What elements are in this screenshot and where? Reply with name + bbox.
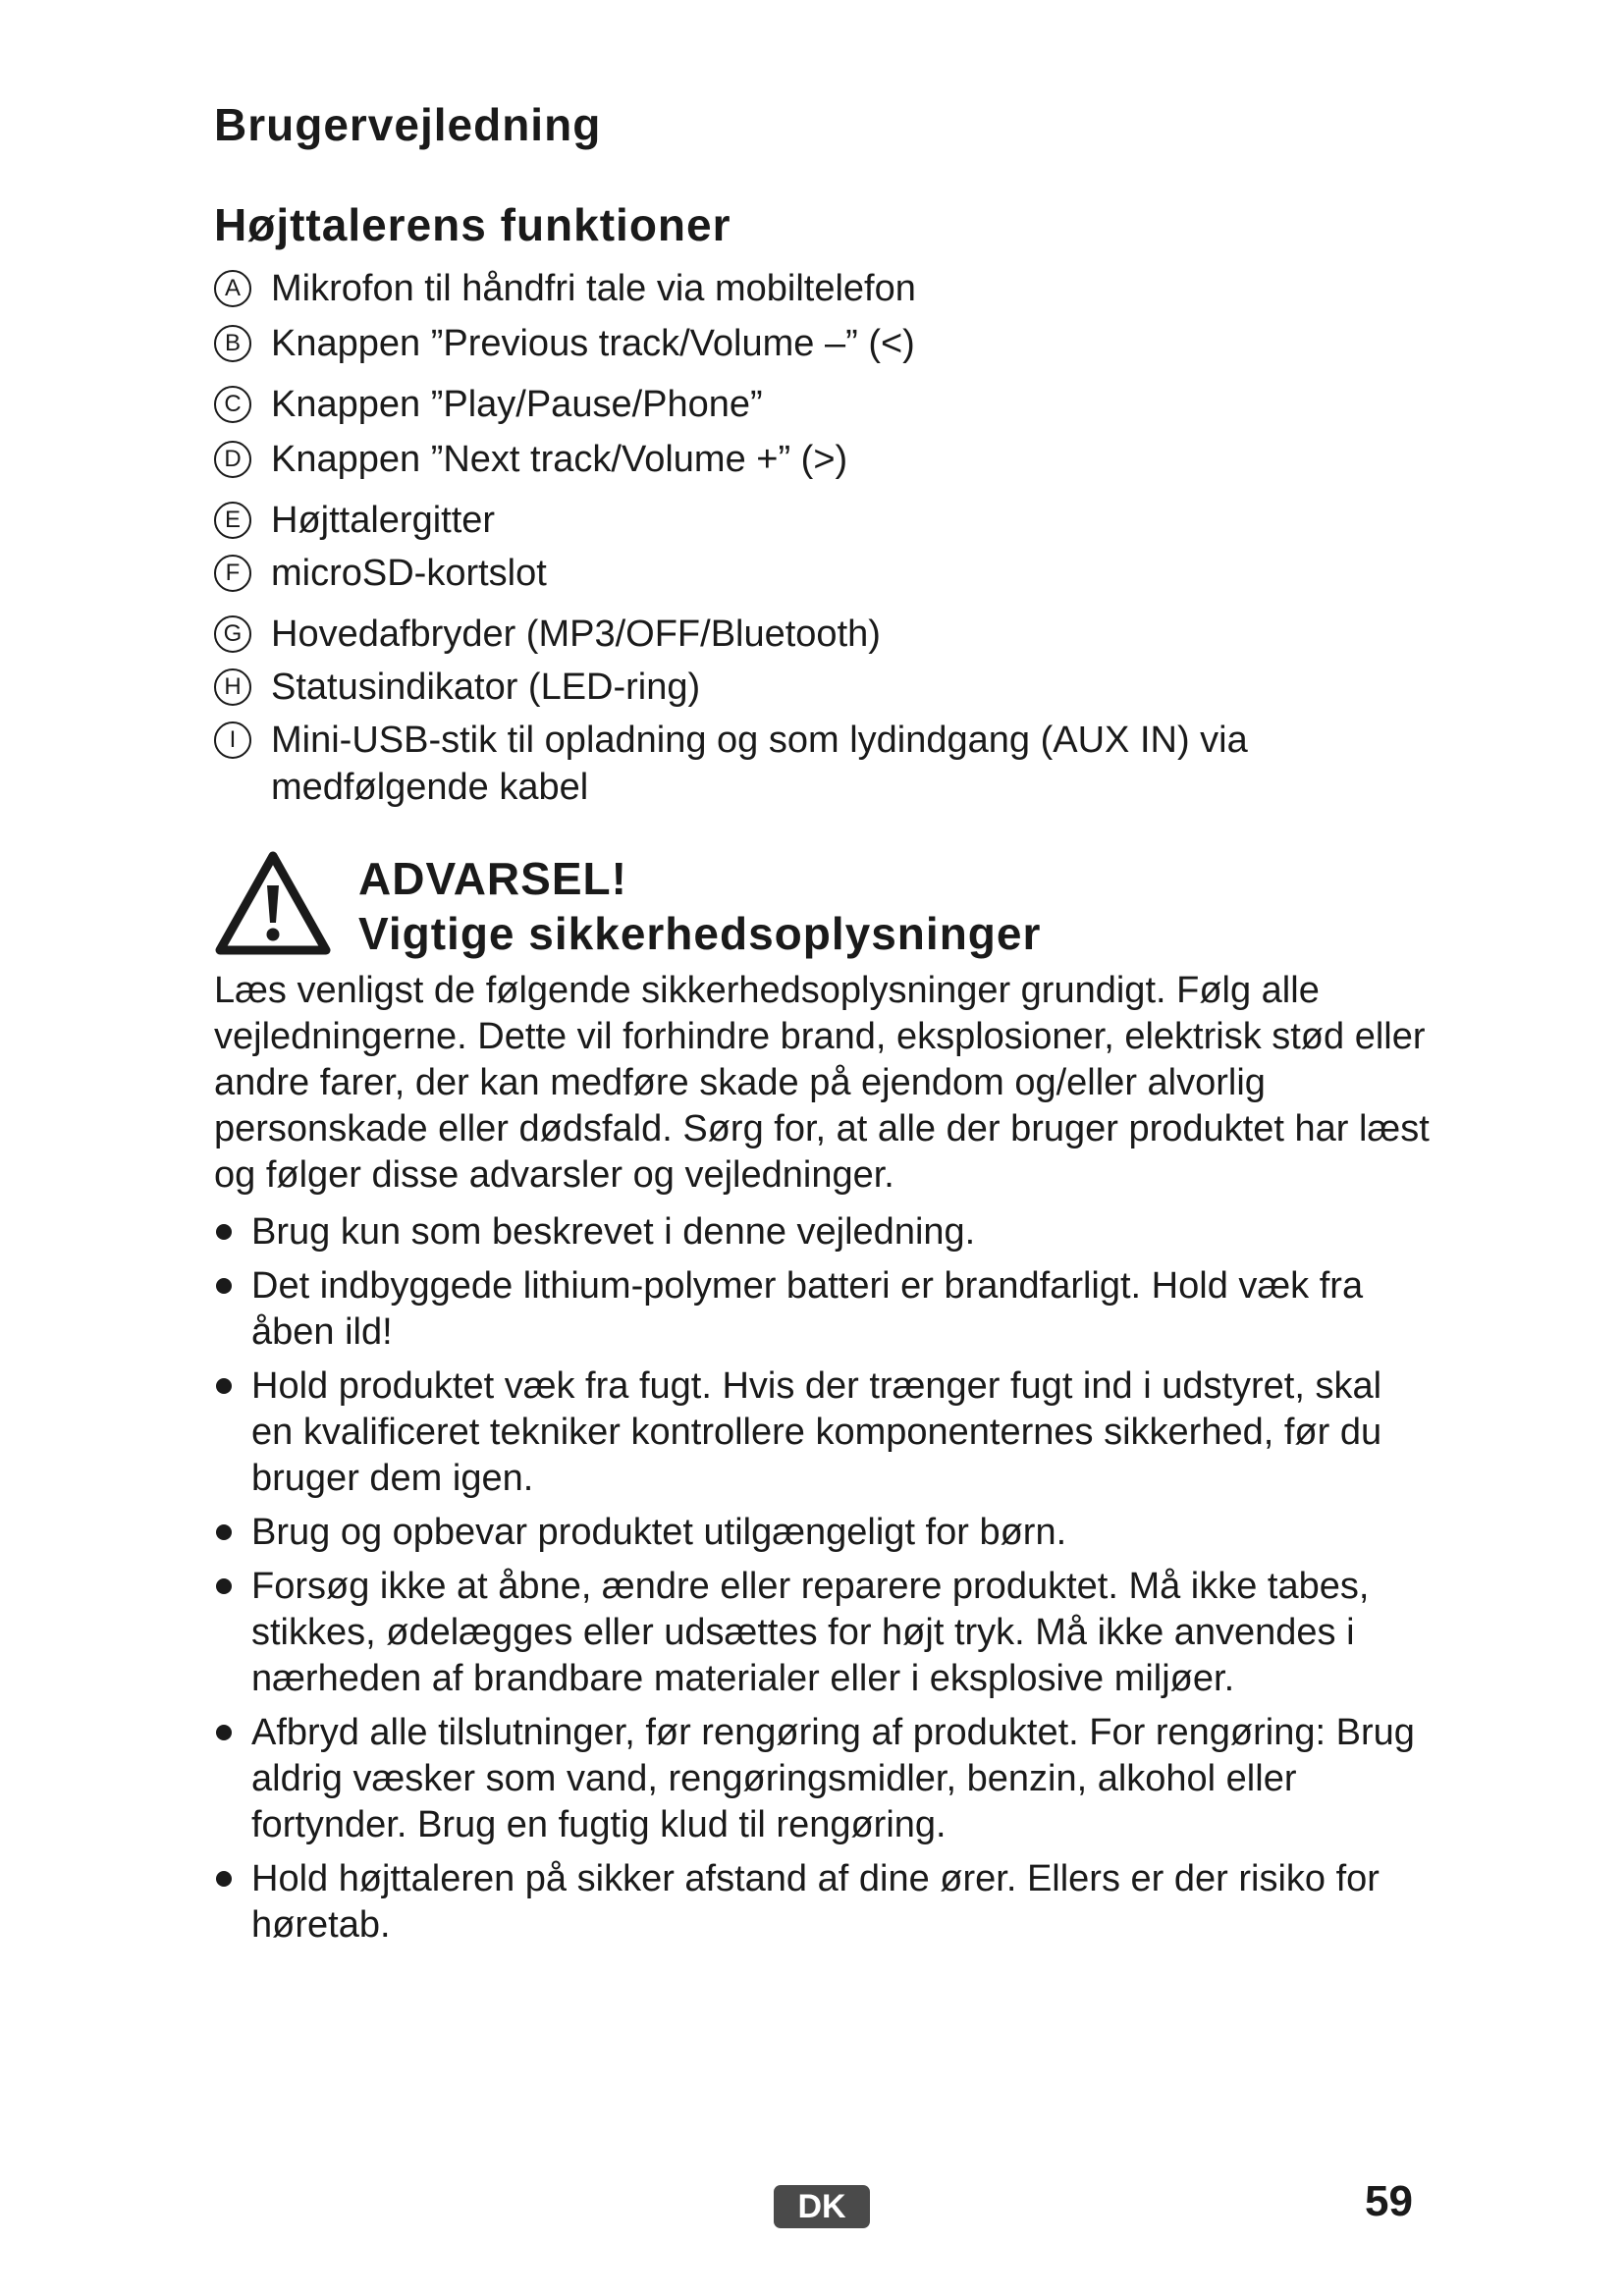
warning-intro: Læs venligst de følgende sikkerhedsoplysninger grundigt. Følg alle vejledningerne. Dette vil forhindre brand, eksplosioner, elektrisk stød eller andre farer, der kan medføre skade på ejendom og/eller alvorlig personskade eller dødsfald. Sørg for, at alle der bruger produktet har læst og følger disse advarsler og vejledninger. xyxy=(214,970,1430,1196)
warning-title: ADVARSEL! xyxy=(358,853,627,904)
feature-item-h xyxy=(214,664,1422,711)
list-item xyxy=(214,1363,1422,1502)
list-item xyxy=(214,1209,1422,1255)
list-item xyxy=(214,1564,1422,1702)
feature-text: Knappen ”Previous track/Volume –” (<) xyxy=(271,323,915,364)
feature-letter: I xyxy=(214,721,251,759)
feature-item-e xyxy=(214,497,1422,544)
feature-text: Mikrofon til håndfri tale via mobiltelefon xyxy=(271,268,916,309)
feature-letter: C xyxy=(214,386,251,423)
list-item xyxy=(214,1710,1422,1848)
feature-item-g xyxy=(214,611,1422,658)
feature-text: Hovedafbryder (MP3/OFF/Bluetooth) xyxy=(271,614,881,655)
feature-letter: H xyxy=(214,668,251,706)
safety-list xyxy=(214,1209,1422,1956)
bullet-icon xyxy=(216,1524,232,1540)
feature-text: Statusindikator (LED-ring) xyxy=(271,667,701,708)
page-title: Brugervejledning xyxy=(214,99,602,150)
feature-text: Mini-USB-stik til opladning og som lydindgang (AUX IN) via medfølgende kabel xyxy=(271,720,1248,808)
feature-text: Højttalergitter xyxy=(271,500,496,541)
feature-item-b xyxy=(214,320,1422,367)
features-title: Højttalerens funktioner xyxy=(214,199,731,250)
list-item-text: Det indbyggede lithium-polymer batteri er brandfarligt. Hold væk fra åben ild! xyxy=(251,1265,1364,1353)
list-item xyxy=(214,1510,1422,1556)
feature-text: Knappen ”Play/Pause/Phone” xyxy=(271,384,763,425)
feature-letter: D xyxy=(214,441,251,478)
feature-letter: A xyxy=(214,270,251,307)
page-number: 59 xyxy=(1365,2177,1413,2225)
feature-letter: F xyxy=(214,555,251,592)
warning-subtitle: Vigtige sikkerhedsoplysninger xyxy=(358,908,1042,959)
feature-item-d xyxy=(214,436,1422,483)
feature-letter: B xyxy=(214,325,251,362)
feature-item-i xyxy=(214,717,1422,811)
feature-item-f xyxy=(214,550,1422,597)
bullet-icon xyxy=(216,1278,232,1294)
list-item xyxy=(214,1263,1422,1356)
feature-text: microSD-kortslot xyxy=(271,553,547,594)
feature-letter: E xyxy=(214,502,251,539)
list-item-text: Brug kun som beskrevet i denne vejledning. xyxy=(251,1211,976,1253)
feature-text: Knappen ”Next track/Volume +” (>) xyxy=(271,439,848,480)
list-item-text: Hold højttaleren på sikker afstand af dine ører. Ellers er der risiko for høretab. xyxy=(251,1858,1380,1946)
list-item-text: Hold produktet væk fra fugt. Hvis der trænger fugt ind i udstyret, skal en kvalificeret tekniker kontrollere komponenternes sikkerhed, før du bruger dem igen. xyxy=(251,1365,1382,1499)
feature-letter: G xyxy=(214,615,251,653)
bullet-icon xyxy=(216,1224,232,1240)
list-item-text: Forsøg ikke at åbne, ændre eller reparere produktet. Må ikke tabes, stikkes, ødelægges eller udsættes for højt tryk. Må ikke anvendes i nærheden af brandbare materialer eller i eksplosive miljøer. xyxy=(251,1566,1370,1699)
language-badge: DK xyxy=(774,2185,870,2228)
list-item-text: Brug og opbevar produktet utilgængeligt for børn. xyxy=(251,1512,1067,1553)
bullet-icon xyxy=(216,1871,232,1887)
list-item-text: Afbryd alle tilslutninger, før rengøring af produktet. For rengøring: Brug aldrig væsker som vand, rengøringsmidler, benzin, alkohol eller fortynder. Brug en fugtig klud til rengøring. xyxy=(251,1712,1415,1845)
feature-item-a xyxy=(214,265,1422,312)
warning-triangle-icon xyxy=(214,850,332,956)
bullet-icon xyxy=(216,1378,232,1394)
bullet-icon xyxy=(216,1725,232,1740)
feature-item-c xyxy=(214,381,1422,428)
bullet-icon xyxy=(216,1578,232,1594)
list-item xyxy=(214,1856,1422,1949)
